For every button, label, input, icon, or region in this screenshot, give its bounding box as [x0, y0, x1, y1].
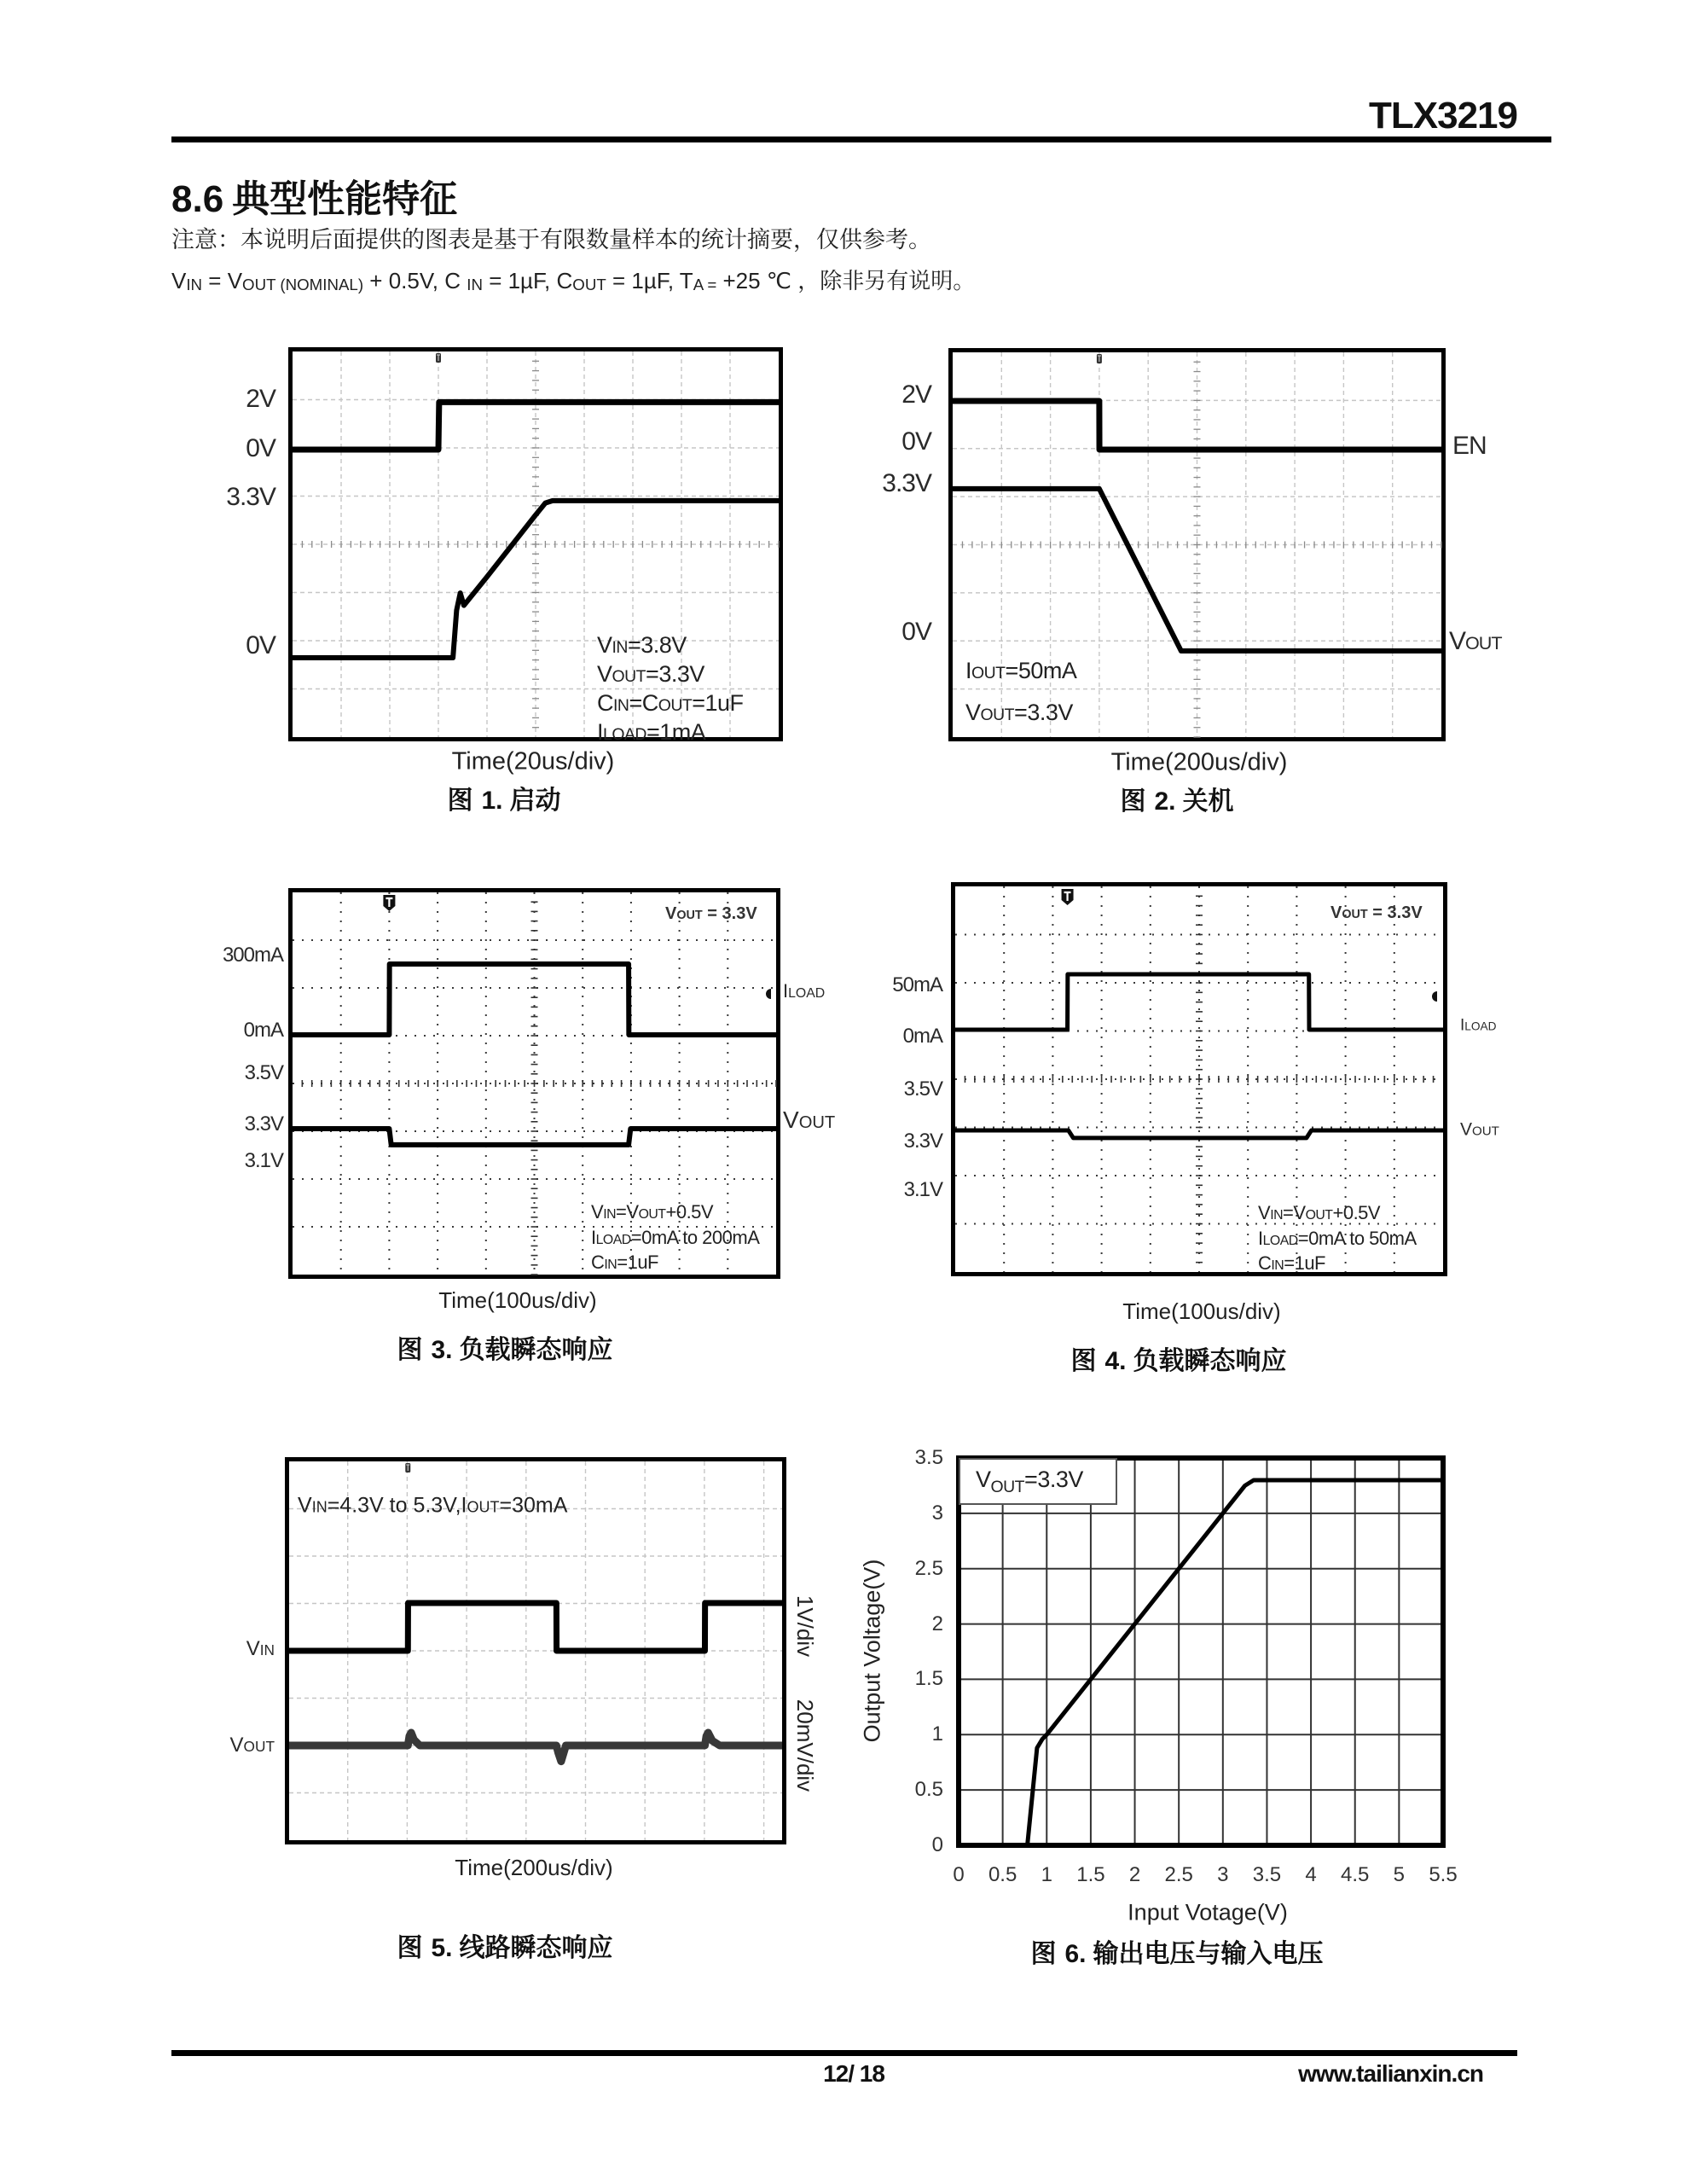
caption-prefix: 图	[447, 787, 473, 815]
x-tick-label: 4.5	[1341, 1863, 1370, 1886]
text-run: V	[591, 1201, 604, 1223]
figure-6-x-axis-label: Input Votage(V)	[1128, 1899, 1288, 1926]
text-run: = 1µF, T	[606, 268, 693, 293]
text-run: =V	[1283, 1202, 1306, 1223]
subscript-run: IN	[311, 1498, 328, 1516]
text-run: = 3.3V	[702, 904, 757, 923]
y-level-label: 0V	[901, 427, 931, 456]
text-run: C	[1258, 1252, 1272, 1274]
subscript-run: OUT	[1465, 632, 1502, 653]
text-run: =3.3V	[1024, 1466, 1083, 1492]
caption-number: 6.	[1064, 1940, 1087, 1968]
x-tick-label: 2	[1128, 1863, 1141, 1886]
trigger-marker-icon	[436, 353, 441, 363]
annotation-line	[597, 690, 744, 719]
text-run: V	[171, 268, 187, 293]
annotation-line	[591, 1227, 759, 1252]
figure-1-caption	[447, 788, 560, 814]
channel-label-vout	[189, 1735, 275, 1756]
figure-4-x-axis-label: Time(100us/div)	[1122, 1298, 1281, 1324]
channel-label-en	[1452, 433, 1487, 459]
y-level-label: 3.3V	[882, 469, 931, 497]
text-run: EN	[1452, 432, 1487, 460]
trigger-marker-icon	[383, 895, 395, 911]
text-run: =4.3V to 5.3V,I	[327, 1493, 467, 1518]
channel-marker-icon	[1432, 991, 1437, 1002]
channel-label-vout	[783, 1108, 835, 1132]
text-run: V	[1258, 1202, 1271, 1223]
text-run: = 1µF, C	[482, 268, 573, 293]
caption-title: 输出电压与输入电压	[1093, 1940, 1324, 1968]
text-run: +25 ℃ ，除非另有说明。	[716, 268, 976, 293]
subscript-run: IN	[604, 1258, 617, 1272]
caption-number: 5.	[431, 1934, 453, 1962]
caption-title: 启动	[509, 787, 561, 815]
subscript-run: IN	[1271, 1258, 1284, 1273]
text-run: C	[591, 1252, 605, 1273]
text-run: V	[1330, 903, 1342, 922]
figure-2-caption	[1120, 789, 1233, 815]
text-run: =V	[616, 1201, 639, 1223]
caption-title: 关机	[1182, 787, 1234, 816]
figure-3-caption	[397, 1338, 612, 1363]
x-tick-label: 5.5	[1429, 1863, 1458, 1886]
text-run: V	[665, 904, 677, 923]
text-run: =1uF	[617, 1252, 658, 1273]
subscript-run: IN	[603, 1207, 617, 1222]
annotation-line	[1258, 1228, 1417, 1253]
subscript-run: IN	[613, 696, 629, 715]
y-tick-label: 2	[931, 1612, 943, 1635]
subscript-run: OUT	[612, 667, 646, 686]
text-run: =1uF	[1284, 1252, 1325, 1274]
section-heading: 典型性能特征	[232, 178, 458, 220]
y-level-label: 3.5V	[903, 1077, 942, 1101]
figure-4-caption	[1070, 1349, 1286, 1374]
text-run: V	[597, 632, 612, 658]
annotation-line	[597, 661, 744, 690]
text-run: =3.3V	[646, 661, 704, 687]
figure-6-caption	[1030, 1942, 1323, 1967]
text-run: V	[229, 1734, 244, 1757]
annotation-line	[597, 719, 744, 748]
text-run: =50mA	[1005, 658, 1077, 683]
caption-number: 2.	[1154, 787, 1176, 816]
text-run: V	[976, 1466, 991, 1492]
caption-prefix: 图	[1120, 787, 1146, 816]
figure-3-vout-setting	[665, 905, 757, 922]
figure-4-test-conditions	[1258, 1202, 1417, 1278]
x-tick-label: 0.5	[988, 1863, 1017, 1886]
subscript-run: OUT	[638, 1207, 666, 1222]
annotation-line	[597, 632, 744, 661]
annotation-line	[1258, 1252, 1417, 1278]
figure-2-x-axis-label: Time(200us/div)	[1110, 748, 1288, 776]
subscript-run: OUT	[572, 275, 606, 293]
figure-5-x-axis-label: Time(200us/div)	[455, 1855, 613, 1880]
y-level-label: 3.3V	[226, 483, 275, 511]
text-run: =3.8V	[627, 632, 687, 658]
figure-3-x-axis-label: Time(100us/div)	[438, 1287, 597, 1313]
y-tick-label: 0	[931, 1833, 943, 1856]
x-tick-label: 1.5	[1076, 1863, 1105, 1886]
y-level-label: 3.5V	[244, 1061, 283, 1084]
annotation-line	[591, 1252, 759, 1277]
subscript-run: OUT	[243, 1738, 275, 1755]
trace-channel-1	[289, 1603, 782, 1651]
subscript-run: OUT	[658, 696, 693, 715]
figure-6-y-axis-label: Output Voltage(V)	[859, 1559, 885, 1743]
test-conditions	[171, 270, 975, 293]
caption-prefix: 图	[397, 1336, 423, 1364]
x-tick-label: 5	[1393, 1863, 1406, 1886]
y-level-label: 0V	[246, 631, 275, 659]
annotation-line	[965, 658, 1076, 687]
subscript-run: OUT	[1305, 1208, 1333, 1223]
y-level-label: 0V	[901, 618, 931, 646]
footer-rule	[171, 2050, 1517, 2056]
channel-label-iload	[1460, 1018, 1497, 1034]
text-run: I	[1460, 1016, 1465, 1035]
y-tick-label: 0.5	[914, 1778, 943, 1802]
figure-1-x-axis-label: Time(20us/div)	[451, 747, 615, 775]
x-tick-label: 1	[1041, 1863, 1052, 1886]
y-tick-label: 1.5	[914, 1667, 943, 1691]
caption-prefix: 图	[1030, 1940, 1057, 1968]
text-run: + 0.5V, C	[363, 268, 467, 293]
text-run: I	[591, 1226, 596, 1248]
text-run: =3.3V	[1014, 700, 1073, 725]
figure-4-vout-setting	[1330, 904, 1423, 921]
y-level-label: 3.1V	[244, 1149, 283, 1172]
figure-6-legend	[959, 1458, 1117, 1505]
text-run: V	[1449, 627, 1466, 655]
header-rule	[171, 136, 1551, 142]
part-number: TLX3219	[1369, 95, 1517, 136]
y-level-label: 0V	[246, 434, 275, 462]
y-level-label: 0mA	[902, 1025, 942, 1048]
text-run: +0.5V	[1332, 1202, 1381, 1223]
figure-5-caption	[397, 1936, 612, 1961]
trigger-marker-icon	[1062, 889, 1074, 905]
text-run: V	[965, 700, 981, 725]
text-run: V	[597, 661, 612, 687]
text-run: =C	[629, 690, 658, 716]
subscript-run: LOAD	[603, 725, 646, 744]
caption-number: 1.	[481, 787, 503, 815]
text-run: =0mA to 50mA	[1297, 1227, 1417, 1249]
subscript-run: IN	[259, 1641, 275, 1658]
text-run: V	[298, 1493, 312, 1518]
text-run: V	[246, 1637, 260, 1660]
text-run: =0mA to 200mA	[630, 1226, 760, 1248]
vin-scale-label: 1V/div	[792, 1594, 818, 1658]
trigger-marker-icon	[405, 1463, 410, 1472]
subscript-run: OUT (NOMINAL)	[242, 275, 364, 293]
legend-entry	[976, 1467, 1083, 1497]
text-run: V	[783, 1107, 799, 1133]
text-run: C	[597, 690, 613, 716]
y-level-label: 3.3V	[244, 1112, 283, 1136]
y-level-label: 300mA	[222, 944, 283, 967]
annotation-line	[591, 1201, 759, 1227]
subscript-run: IN	[1270, 1208, 1284, 1223]
y-level-label: 3.1V	[903, 1178, 942, 1201]
annotation-line	[1258, 1202, 1417, 1228]
x-tick-label: 0	[953, 1863, 965, 1886]
caption-number: 3.	[431, 1336, 453, 1364]
text-run: = V	[202, 268, 243, 293]
x-tick-label: 3	[1217, 1863, 1229, 1886]
subscript-run: A =	[693, 275, 717, 293]
vout-scale-label: 20mV/div	[792, 1699, 818, 1792]
x-tick-label: 4	[1305, 1863, 1317, 1886]
x-tick-label: 2.5	[1164, 1863, 1193, 1886]
subscript-run: OUT	[676, 909, 703, 922]
text-run: I	[965, 658, 972, 683]
figure-3-test-conditions	[591, 1201, 759, 1277]
subscript-run: OUT	[467, 1498, 500, 1516]
website-link[interactable]: www.tailianxin.cn	[1298, 2060, 1483, 2087]
channel-label-vin	[189, 1639, 275, 1659]
text-run: I	[597, 719, 604, 745]
figure-5-test-conditions	[298, 1493, 568, 1518]
page-number: 12/ 18	[823, 2060, 884, 2087]
y-level-label: 2V	[901, 380, 931, 409]
subscript-run: OUT	[990, 1477, 1025, 1496]
section-number: 8.6	[171, 178, 224, 220]
subscript-run: OUT	[1342, 908, 1368, 921]
caption-prefix: 图	[397, 1934, 423, 1962]
caption-title: 负载瞬态响应	[459, 1336, 613, 1364]
subscript-run: IN	[612, 638, 628, 657]
y-tick-label: 2.5	[914, 1556, 943, 1580]
y-tick-label: 1	[931, 1722, 943, 1746]
text-run: +0.5V	[665, 1201, 714, 1223]
x-tick-label: 3.5	[1252, 1863, 1282, 1886]
text-run: I	[783, 980, 789, 1002]
disclaimer-note: 注意：本说明后面提供的图表是基于有限数量样本的统计摘要，仅供参考。	[171, 227, 931, 253]
text-run: I	[1258, 1227, 1263, 1249]
section-title	[171, 178, 458, 220]
caption-title: 线路瞬态响应	[459, 1934, 613, 1962]
trace-channel-2	[289, 1733, 782, 1762]
caption-prefix: 图	[1070, 1347, 1097, 1375]
text-run: V	[1460, 1119, 1473, 1140]
text-run: =1mA	[646, 719, 706, 745]
y-level-label: 50mA	[892, 973, 942, 996]
caption-number: 4.	[1104, 1347, 1127, 1375]
subscript-run: IN	[186, 275, 203, 293]
y-tick-label: 3.5	[914, 1446, 943, 1469]
subscript-run: IN	[467, 275, 483, 293]
text-run: =1uF	[692, 690, 744, 716]
channel-label-iload	[783, 982, 825, 1001]
subscript-run: OUT	[798, 1113, 836, 1132]
subscript-run: LOAD	[788, 986, 826, 1001]
y-level-label: 2V	[246, 385, 275, 413]
trigger-marker-icon	[1097, 354, 1102, 363]
text-run: = 3.3V	[1367, 903, 1423, 922]
subscript-run: LOAD	[595, 1232, 631, 1247]
subscript-run: LOAD	[1464, 1019, 1497, 1033]
channel-label-vout	[1449, 629, 1502, 654]
subscript-run: LOAD	[1262, 1233, 1298, 1248]
subscript-run: OUT	[980, 706, 1015, 724]
annotation-line	[965, 700, 1073, 729]
text-run: =30mA	[499, 1493, 568, 1518]
y-tick-label: 3	[931, 1501, 943, 1525]
y-level-label: 0mA	[243, 1019, 283, 1042]
figure-5-scope-plot	[289, 1461, 782, 1840]
figure-1-test-conditions	[597, 632, 744, 748]
subscript-run: OUT	[1472, 1124, 1499, 1139]
channel-label-vout	[1460, 1121, 1499, 1139]
y-level-label: 3.3V	[903, 1130, 942, 1153]
caption-title: 负载瞬态响应	[1133, 1347, 1287, 1375]
subscript-run: OUT	[971, 664, 1006, 682]
channel-marker-icon	[766, 989, 771, 999]
